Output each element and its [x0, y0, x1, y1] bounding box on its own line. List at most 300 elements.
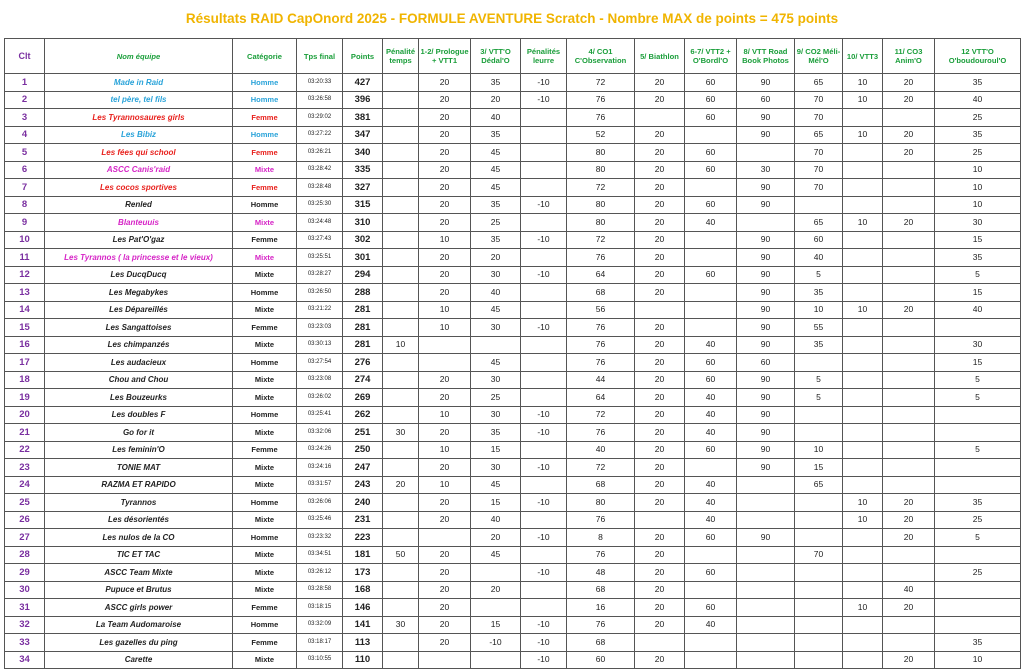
road-book-cell: 90	[737, 424, 795, 442]
points-cell: 250	[343, 441, 383, 459]
vtto-dedalo-cell: 20	[471, 529, 521, 547]
biathlon-cell: 20	[635, 389, 685, 407]
road-book-cell: 90	[737, 389, 795, 407]
vtt2-cell: 40	[685, 389, 737, 407]
table-row	[5, 91, 1021, 109]
final-time-cell: 03:23:32	[297, 529, 343, 547]
vtt3-cell: 10	[843, 91, 883, 109]
vtto-dedalo-cell: 20	[471, 91, 521, 109]
vtto-dedalo-cell: 25	[471, 214, 521, 232]
time-penalty-cell	[383, 599, 419, 617]
vtt3-cell	[843, 249, 883, 267]
rank-cell: 16	[5, 336, 45, 354]
biathlon-cell: 20	[635, 476, 685, 494]
table-row	[5, 564, 1021, 582]
points-cell: 396	[343, 91, 383, 109]
prologue-vtt1-cell: 20	[419, 196, 471, 214]
co1-cell: 76	[567, 336, 635, 354]
co2-cell: 70	[795, 179, 843, 197]
category-cell: Homme	[233, 126, 297, 144]
vtto-dedalo-cell: 40	[471, 109, 521, 127]
points-cell: 240	[343, 494, 383, 512]
category-cell: Mixte	[233, 564, 297, 582]
decoy-penalty-cell	[521, 249, 567, 267]
co2-cell: 55	[795, 319, 843, 337]
vtt3-cell: 10	[843, 126, 883, 144]
co2-cell: 10	[795, 301, 843, 319]
team-name-cell: tel père, tel fils	[45, 91, 233, 109]
co2-cell: 60	[795, 231, 843, 249]
vtt3-cell: 10	[843, 214, 883, 232]
category-cell: Mixte	[233, 249, 297, 267]
co2-cell: 70	[795, 144, 843, 162]
co1-cell: 8	[567, 529, 635, 547]
final-time-cell: 03:27:43	[297, 231, 343, 249]
co2-cell	[795, 529, 843, 547]
vtt2-cell: 60	[685, 196, 737, 214]
team-name-cell: Les Sangattoises	[45, 319, 233, 337]
table-row	[5, 634, 1021, 652]
table-row	[5, 301, 1021, 319]
co3-cell	[883, 476, 935, 494]
co1-cell: 76	[567, 424, 635, 442]
co1-cell: 76	[567, 109, 635, 127]
final-time-cell: 03:20:33	[297, 74, 343, 92]
prologue-vtt1-cell: 20	[419, 546, 471, 564]
prologue-vtt1-cell: 20	[419, 634, 471, 652]
co2-cell: 70	[795, 161, 843, 179]
vtto-dedalo-cell: 35	[471, 196, 521, 214]
vtto-boudouroulo-cell: 35	[935, 634, 1021, 652]
co1-cell: 80	[567, 214, 635, 232]
co1-cell: 60	[567, 651, 635, 669]
points-cell: 288	[343, 284, 383, 302]
co2-cell: 40	[795, 249, 843, 267]
team-name-cell: TIC ET TAC	[45, 546, 233, 564]
vtto-boudouroulo-cell: 15	[935, 231, 1021, 249]
time-penalty-cell	[383, 179, 419, 197]
co1-cell: 72	[567, 459, 635, 477]
prologue-vtt1-cell: 20	[419, 424, 471, 442]
points-cell: 146	[343, 599, 383, 617]
vtto-boudouroulo-cell	[935, 581, 1021, 599]
time-penalty-cell	[383, 389, 419, 407]
co2-cell: 15	[795, 459, 843, 477]
vtto-boudouroulo-cell: 5	[935, 371, 1021, 389]
vtto-boudouroulo-cell	[935, 319, 1021, 337]
co3-cell	[883, 284, 935, 302]
road-book-cell: 90	[737, 266, 795, 284]
prologue-vtt1-cell: 10	[419, 476, 471, 494]
category-cell: Femme	[233, 179, 297, 197]
table-row	[5, 74, 1021, 92]
prologue-vtt1-cell: 20	[419, 581, 471, 599]
prologue-vtt1-cell: 20	[419, 249, 471, 267]
co3-cell: 40	[883, 581, 935, 599]
table-row	[5, 424, 1021, 442]
vtt3-cell	[843, 634, 883, 652]
header-decoy-penalty: Pénalités leurre	[521, 39, 567, 74]
vtt2-cell: 60	[685, 564, 737, 582]
rank-cell: 28	[5, 546, 45, 564]
vtt2-cell: 60	[685, 371, 737, 389]
biathlon-cell: 20	[635, 179, 685, 197]
decoy-penalty-cell	[521, 144, 567, 162]
rank-cell: 3	[5, 109, 45, 127]
vtto-boudouroulo-cell: 25	[935, 109, 1021, 127]
vtto-boudouroulo-cell: 5	[935, 389, 1021, 407]
team-name-cell: RAZMA ET RAPIDO	[45, 476, 233, 494]
team-name-cell: Tyrannos	[45, 494, 233, 512]
category-cell: Mixte	[233, 389, 297, 407]
final-time-cell: 03:25:46	[297, 511, 343, 529]
rank-cell: 34	[5, 651, 45, 669]
vtto-dedalo-cell: 25	[471, 389, 521, 407]
vtt2-cell: 40	[685, 511, 737, 529]
final-time-cell: 03:26:21	[297, 144, 343, 162]
biathlon-cell: 20	[635, 406, 685, 424]
co2-cell: 65	[795, 126, 843, 144]
table-row	[5, 196, 1021, 214]
co3-cell	[883, 371, 935, 389]
vtto-dedalo-cell: 35	[471, 126, 521, 144]
co3-cell	[883, 319, 935, 337]
final-time-cell: 03:26:06	[297, 494, 343, 512]
vtt3-cell	[843, 319, 883, 337]
co3-cell	[883, 354, 935, 372]
biathlon-cell	[635, 301, 685, 319]
vtto-boudouroulo-cell	[935, 424, 1021, 442]
road-book-cell: 90	[737, 126, 795, 144]
vtt3-cell	[843, 616, 883, 634]
points-cell: 340	[343, 144, 383, 162]
category-cell: Femme	[233, 231, 297, 249]
rank-cell: 14	[5, 301, 45, 319]
vtt2-cell: 60	[685, 354, 737, 372]
rank-cell: 13	[5, 284, 45, 302]
vtto-boudouroulo-cell	[935, 459, 1021, 477]
co3-cell	[883, 406, 935, 424]
vtt3-cell	[843, 179, 883, 197]
table-row	[5, 476, 1021, 494]
vtt3-cell	[843, 371, 883, 389]
prologue-vtt1-cell: 20	[419, 91, 471, 109]
prologue-vtt1-cell: 20	[419, 599, 471, 617]
biathlon-cell: 20	[635, 91, 685, 109]
final-time-cell: 03:26:58	[297, 91, 343, 109]
points-cell: 276	[343, 354, 383, 372]
results-table	[4, 38, 1021, 669]
decoy-penalty-cell: -10	[521, 529, 567, 547]
time-penalty-cell	[383, 249, 419, 267]
vtt2-cell	[685, 546, 737, 564]
prologue-vtt1-cell: 20	[419, 389, 471, 407]
category-cell: Mixte	[233, 511, 297, 529]
time-penalty-cell	[383, 406, 419, 424]
co2-cell	[795, 616, 843, 634]
decoy-penalty-cell	[521, 301, 567, 319]
team-name-cell: Les Bouzeurks	[45, 389, 233, 407]
points-cell: 251	[343, 424, 383, 442]
vtto-dedalo-cell: 40	[471, 284, 521, 302]
team-name-cell: ASCC Team Mixte	[45, 564, 233, 582]
biathlon-cell: 20	[635, 336, 685, 354]
prologue-vtt1-cell: 20	[419, 214, 471, 232]
category-cell: Homme	[233, 196, 297, 214]
time-penalty-cell	[383, 319, 419, 337]
vtt2-cell	[685, 459, 737, 477]
decoy-penalty-cell: -10	[521, 651, 567, 669]
vtt3-cell	[843, 564, 883, 582]
biathlon-cell: 20	[635, 616, 685, 634]
co3-cell	[883, 459, 935, 477]
header-category: Catégorie	[233, 39, 297, 74]
rank-cell: 24	[5, 476, 45, 494]
co3-cell: 20	[883, 599, 935, 617]
table-row	[5, 581, 1021, 599]
points-cell: 301	[343, 249, 383, 267]
final-time-cell: 03:27:22	[297, 126, 343, 144]
time-penalty-cell: 50	[383, 546, 419, 564]
team-name-cell: Les cocos sportives	[45, 179, 233, 197]
decoy-penalty-cell: -10	[521, 231, 567, 249]
biathlon-cell: 20	[635, 319, 685, 337]
time-penalty-cell	[383, 214, 419, 232]
co1-cell: 76	[567, 319, 635, 337]
vtto-dedalo-cell: 30	[471, 406, 521, 424]
vtt2-cell: 60	[685, 441, 737, 459]
prologue-vtt1-cell: 20	[419, 616, 471, 634]
rank-cell: 5	[5, 144, 45, 162]
road-book-cell: 90	[737, 319, 795, 337]
biathlon-cell: 20	[635, 144, 685, 162]
decoy-penalty-cell	[521, 389, 567, 407]
final-time-cell: 03:26:50	[297, 284, 343, 302]
vtt3-cell	[843, 476, 883, 494]
biathlon-cell: 20	[635, 424, 685, 442]
points-cell: 110	[343, 651, 383, 669]
co2-cell	[795, 424, 843, 442]
vtto-dedalo-cell: 20	[471, 581, 521, 599]
team-name-cell: Go for it	[45, 424, 233, 442]
header-co1: 4/ CO1 C'Observation	[567, 39, 635, 74]
co3-cell	[883, 424, 935, 442]
decoy-penalty-cell	[521, 441, 567, 459]
header-road-book: 8/ VTT Road Book Photos	[737, 39, 795, 74]
decoy-penalty-cell	[521, 284, 567, 302]
time-penalty-cell	[383, 74, 419, 92]
vtto-boudouroulo-cell: 5	[935, 529, 1021, 547]
co2-cell	[795, 564, 843, 582]
category-cell: Mixte	[233, 336, 297, 354]
table-row	[5, 371, 1021, 389]
rank-cell: 8	[5, 196, 45, 214]
time-penalty-cell: 20	[383, 476, 419, 494]
rank-cell: 19	[5, 389, 45, 407]
team-name-cell: Renled	[45, 196, 233, 214]
rank-cell: 4	[5, 126, 45, 144]
road-book-cell	[737, 214, 795, 232]
category-cell: Femme	[233, 319, 297, 337]
co1-cell: 56	[567, 301, 635, 319]
vtt2-cell	[685, 581, 737, 599]
points-cell: 315	[343, 196, 383, 214]
final-time-cell: 03:28:48	[297, 179, 343, 197]
co3-cell: 20	[883, 126, 935, 144]
decoy-penalty-cell: -10	[521, 74, 567, 92]
road-book-cell	[737, 634, 795, 652]
category-cell: Homme	[233, 529, 297, 547]
co1-cell: 80	[567, 196, 635, 214]
road-book-cell	[737, 599, 795, 617]
vtto-dedalo-cell: 30	[471, 459, 521, 477]
road-book-cell: 90	[737, 336, 795, 354]
final-time-cell: 03:26:02	[297, 389, 343, 407]
final-time-cell: 03:32:06	[297, 424, 343, 442]
vtto-dedalo-cell: 45	[471, 179, 521, 197]
biathlon-cell: 20	[635, 354, 685, 372]
biathlon-cell: 20	[635, 581, 685, 599]
vtto-boudouroulo-cell: 30	[935, 214, 1021, 232]
co3-cell	[883, 564, 935, 582]
co1-cell: 80	[567, 494, 635, 512]
co3-cell: 20	[883, 74, 935, 92]
points-cell: 243	[343, 476, 383, 494]
co1-cell: 48	[567, 564, 635, 582]
prologue-vtt1-cell: 20	[419, 161, 471, 179]
table-row	[5, 529, 1021, 547]
final-time-cell: 03:30:13	[297, 336, 343, 354]
vtto-dedalo-cell: 45	[471, 476, 521, 494]
road-book-cell: 90	[737, 196, 795, 214]
team-name-cell: Les chimpanzés	[45, 336, 233, 354]
header-final-time: Tps final	[297, 39, 343, 74]
vtt2-cell	[685, 231, 737, 249]
co2-cell: 70	[795, 91, 843, 109]
team-name-cell: Les fées qui school	[45, 144, 233, 162]
team-name-cell: Made in Raid	[45, 74, 233, 92]
prologue-vtt1-cell	[419, 529, 471, 547]
time-penalty-cell	[383, 161, 419, 179]
vtto-boudouroulo-cell: 40	[935, 301, 1021, 319]
prologue-vtt1-cell: 20	[419, 74, 471, 92]
co2-cell: 65	[795, 74, 843, 92]
co2-cell	[795, 406, 843, 424]
road-book-cell	[737, 476, 795, 494]
final-time-cell: 03:25:51	[297, 249, 343, 267]
biathlon-cell: 20	[635, 249, 685, 267]
final-time-cell: 03:34:51	[297, 546, 343, 564]
table-row	[5, 249, 1021, 267]
vtto-dedalo-cell: 45	[471, 144, 521, 162]
rank-cell: 25	[5, 494, 45, 512]
co1-cell: 76	[567, 511, 635, 529]
vtt2-cell: 40	[685, 214, 737, 232]
time-penalty-cell	[383, 354, 419, 372]
rank-cell: 29	[5, 564, 45, 582]
vtt3-cell	[843, 109, 883, 127]
road-book-cell: 90	[737, 249, 795, 267]
vtto-dedalo-cell	[471, 564, 521, 582]
vtto-dedalo-cell: 35	[471, 74, 521, 92]
co2-cell: 70	[795, 546, 843, 564]
points-cell: 247	[343, 459, 383, 477]
co2-cell: 5	[795, 371, 843, 389]
road-book-cell: 60	[737, 91, 795, 109]
co1-cell: 76	[567, 91, 635, 109]
prologue-vtt1-cell: 20	[419, 511, 471, 529]
biathlon-cell: 20	[635, 231, 685, 249]
vtt3-cell	[843, 161, 883, 179]
rank-cell: 15	[5, 319, 45, 337]
road-book-cell: 30	[737, 161, 795, 179]
road-book-cell: 60	[737, 354, 795, 372]
decoy-penalty-cell	[521, 546, 567, 564]
header-biathlon: 5/ Biathlon	[635, 39, 685, 74]
category-cell: Mixte	[233, 476, 297, 494]
vtto-boudouroulo-cell: 35	[935, 494, 1021, 512]
category-cell: Mixte	[233, 301, 297, 319]
co3-cell	[883, 179, 935, 197]
vtt3-cell: 10	[843, 301, 883, 319]
vtto-boudouroulo-cell: 10	[935, 196, 1021, 214]
co1-cell: 64	[567, 266, 635, 284]
co3-cell	[883, 231, 935, 249]
road-book-cell	[737, 616, 795, 634]
decoy-penalty-cell: -10	[521, 406, 567, 424]
points-cell: 168	[343, 581, 383, 599]
road-book-cell: 90	[737, 529, 795, 547]
vtto-boudouroulo-cell: 15	[935, 284, 1021, 302]
vtto-dedalo-cell	[471, 599, 521, 617]
co1-cell: 52	[567, 126, 635, 144]
final-time-cell: 03:31:57	[297, 476, 343, 494]
co3-cell: 20	[883, 494, 935, 512]
co1-cell: 16	[567, 599, 635, 617]
table-row	[5, 179, 1021, 197]
road-book-cell	[737, 564, 795, 582]
prologue-vtt1-cell: 10	[419, 319, 471, 337]
points-cell: 335	[343, 161, 383, 179]
rank-cell: 22	[5, 441, 45, 459]
time-penalty-cell	[383, 581, 419, 599]
rank-cell: 10	[5, 231, 45, 249]
table-row	[5, 126, 1021, 144]
header-time-penalty: Pénalité temps	[383, 39, 419, 74]
biathlon-cell: 20	[635, 651, 685, 669]
team-name-cell: Les désorientés	[45, 511, 233, 529]
points-cell: 302	[343, 231, 383, 249]
vtto-dedalo-cell: 45	[471, 301, 521, 319]
team-name-cell: Chou and Chou	[45, 371, 233, 389]
rank-cell: 18	[5, 371, 45, 389]
time-penalty-cell	[383, 494, 419, 512]
team-name-cell: Les Megabykes	[45, 284, 233, 302]
biathlon-cell: 20	[635, 266, 685, 284]
vtt3-cell	[843, 406, 883, 424]
co1-cell: 40	[567, 441, 635, 459]
final-time-cell: 03:25:41	[297, 406, 343, 424]
road-book-cell: 90	[737, 74, 795, 92]
co2-cell: 5	[795, 389, 843, 407]
team-name-cell: Carette	[45, 651, 233, 669]
points-cell: 381	[343, 109, 383, 127]
table-row	[5, 214, 1021, 232]
final-time-cell: 03:32:09	[297, 616, 343, 634]
rank-cell: 9	[5, 214, 45, 232]
category-cell: Homme	[233, 616, 297, 634]
co2-cell: 35	[795, 336, 843, 354]
